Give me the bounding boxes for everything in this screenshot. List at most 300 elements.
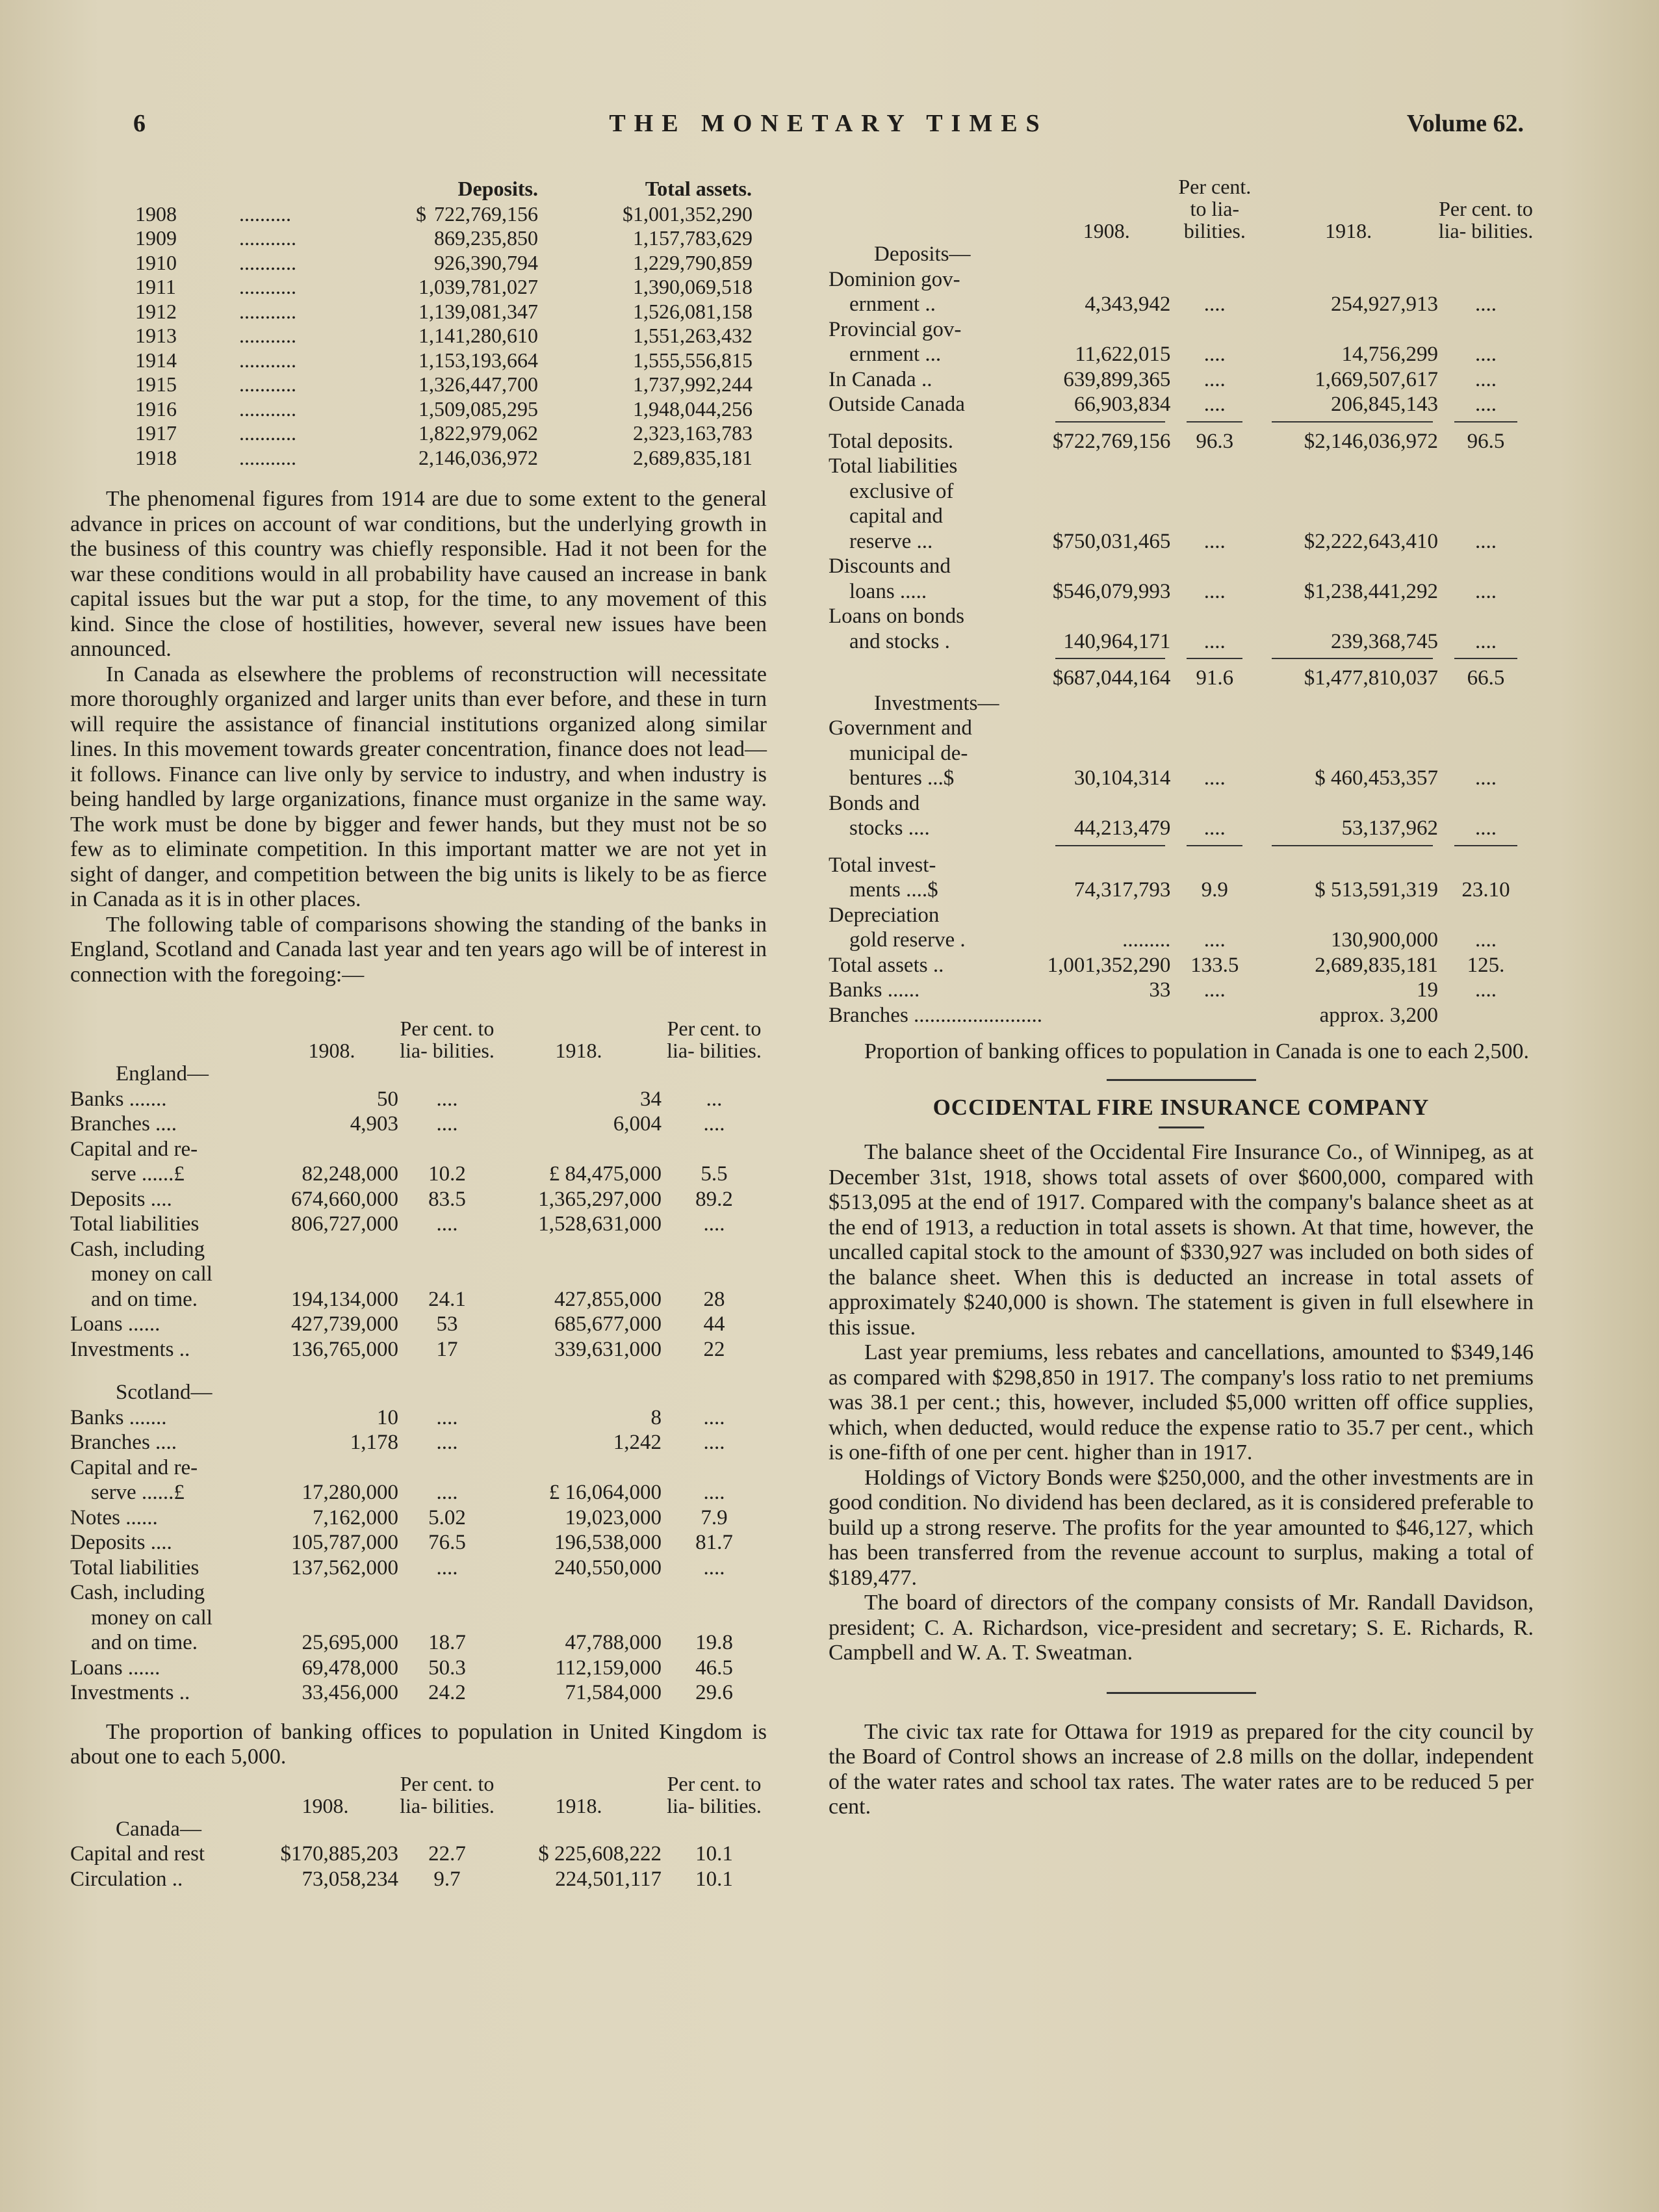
table-row — [829, 529, 1534, 554]
pct-1908 — [1170, 716, 1259, 741]
table-row — [829, 953, 1534, 978]
section-row — [70, 1061, 767, 1087]
table-row — [70, 1087, 767, 1112]
pct-1918: 10.1 — [695, 1842, 733, 1866]
pct-1918 — [1438, 853, 1534, 878]
paragraph-comparison-intro: The following table of comparisons showing the standing of the banks in England, Scotland and Canada last year and ten years ago will be of interest in connection with the foregoing:— — [70, 912, 767, 987]
row-label: Provincial gov- — [829, 317, 962, 341]
value-1908: 82,248,000 — [302, 1162, 398, 1186]
table-row — [829, 479, 1534, 504]
row-label: Total liabilities — [829, 454, 958, 478]
table-row — [70, 1680, 767, 1706]
year-cell: 1918 — [135, 445, 177, 469]
publication-title: THE MONETARY TIMES — [609, 110, 1048, 137]
column-header-row — [829, 176, 1534, 242]
pct-1918: ... — [706, 1087, 723, 1111]
paragraph-reconstruction: In Canada as elsewhere the problems of reconstruction will necessitate more thoroughly organized and larger units than ever before, and these in turn will require the assistance of financial institutions organized along similar lines. In this movement towards greater concentration, finance does not lead—it follows. Finance can live only by service to industry, and when industry is being handled by large organizations, finance must organize in the same way. The work must be done by bigger and fewer hands, but they must not be so few as to eliminate competition. In this important matter we are not yet in sight of danger, and competition between the big units is likely to be as fierce in Canada as it is in other places. — [70, 662, 767, 911]
value-1908: 194,134,000 — [291, 1287, 398, 1311]
pct-1908: .... — [1203, 293, 1226, 316]
pct-1918: .... — [703, 1112, 725, 1136]
pct-1908: .... — [1203, 766, 1226, 790]
value-1918: 1,242 — [613, 1431, 662, 1454]
table-row — [70, 1530, 767, 1555]
assets-cell: 1,555,556,815 — [633, 348, 752, 372]
rule-cell — [1042, 841, 1170, 853]
assets-cell: 1,157,783,629 — [633, 226, 752, 250]
value-1908 — [1042, 454, 1170, 479]
pct-1908 — [398, 1455, 496, 1481]
pct-1908: 10.2 — [428, 1162, 466, 1186]
table-row — [70, 1580, 767, 1606]
assets-cell: 1,390,069,518 — [633, 275, 752, 298]
rule-row — [829, 417, 1534, 429]
table-row — [70, 1137, 767, 1162]
pct-1918: 81.7 — [695, 1531, 733, 1554]
col-pct-1908-header: Per cent. to lia- bilities. — [400, 1017, 495, 1062]
table-row — [70, 397, 752, 422]
table-row — [829, 454, 1534, 479]
table-row — [829, 292, 1534, 317]
pct-1908 — [1170, 791, 1259, 816]
pct-1908 — [398, 1262, 496, 1287]
pct-1918: 66.5 — [1467, 666, 1505, 690]
canada-table-top — [70, 1773, 767, 1892]
pct-1918: .... — [1475, 367, 1497, 391]
row-label: Capital and re- — [70, 1137, 198, 1161]
table-row — [829, 242, 1534, 267]
value-1918: $ 513,591,319 — [1315, 878, 1439, 902]
ottawa-tax-paragraph: The civic tax rate for Ottawa for 1919 as prepared for the city council by the Board of Control shows an increase of 2.8 mills on the dollar, independent of the water rates and school tax rates. The water rates are to be reduced 5 per cent. — [829, 1719, 1534, 1819]
leader-dots: ........... — [239, 372, 296, 396]
value-1918: 427,855,000 — [554, 1287, 662, 1311]
value-1918 — [1259, 267, 1438, 293]
deposits-value: 1,039,781,027 — [418, 275, 538, 298]
pct-1908: .... — [1203, 367, 1226, 391]
table-row — [70, 1312, 767, 1337]
value-1908: 66,903,834 — [1074, 393, 1171, 416]
pct-1908: .... — [436, 1405, 458, 1429]
leader-dots: ........... — [239, 421, 296, 445]
table-row — [70, 1212, 767, 1237]
table-row — [70, 372, 752, 397]
value-1918: $ 460,453,357 — [1315, 766, 1439, 790]
pct-1918: 29.6 — [695, 1681, 733, 1704]
pct-1908 — [398, 1606, 496, 1631]
row-label: Loans on bonds — [829, 605, 964, 628]
pct-1908 — [398, 1137, 496, 1162]
deposits-cell — [376, 275, 538, 300]
value-1918: 14,756,299 — [1341, 343, 1439, 366]
year-cell: 1911 — [135, 275, 176, 298]
rule-cell — [1259, 417, 1438, 429]
table-row — [70, 202, 752, 227]
table-row — [70, 1656, 767, 1681]
column-header-row — [70, 1773, 767, 1817]
row-label: Notes ...... — [70, 1505, 158, 1529]
table-row — [70, 446, 752, 471]
value-1918: 1,365,297,000 — [538, 1187, 662, 1211]
pct-1908: 5.02 — [428, 1505, 466, 1529]
pct-1908 — [1170, 554, 1259, 579]
value-1908: $170,885,203 — [280, 1842, 398, 1866]
value-1908 — [265, 1580, 398, 1606]
pct-1908: .... — [436, 1555, 458, 1580]
value-1908: 69,478,000 — [302, 1656, 398, 1680]
value-1918: 1,669,507,617 — [1315, 367, 1439, 391]
table-row — [70, 1287, 767, 1312]
pct-1908: .... — [1203, 816, 1226, 840]
value-1918: 685,677,000 — [554, 1312, 662, 1336]
value-1908 — [1042, 242, 1170, 267]
pct-1908: 91.6 — [1196, 666, 1234, 690]
table-row — [70, 300, 752, 324]
value-1908: ......... — [1122, 928, 1171, 952]
pct-1908: 17 — [436, 1337, 458, 1361]
table-row — [829, 392, 1534, 417]
deposits-value: 1,153,193,664 — [418, 348, 538, 372]
value-1918 — [1259, 454, 1438, 479]
pct-1918: .... — [703, 1555, 725, 1580]
value-1918: 34 — [640, 1087, 662, 1111]
pct-1908 — [1170, 454, 1259, 479]
pct-1918: 96.5 — [1467, 429, 1505, 453]
row-label: Branches ........................ — [829, 1003, 1043, 1027]
row-label: Banks ....... — [70, 1405, 167, 1429]
table-row — [829, 429, 1534, 454]
table-row — [70, 1262, 767, 1287]
pct-1908: 9.7 — [433, 1867, 461, 1891]
year-cell: 1915 — [135, 372, 177, 396]
value-1918: 2,689,835,181 — [1315, 953, 1439, 977]
assets-cell: 1,737,992,244 — [633, 372, 752, 396]
value-1918: £ 84,475,000 — [548, 1162, 662, 1186]
table-row — [70, 275, 752, 300]
value-1918 — [496, 1262, 662, 1287]
pct-1918 — [662, 1137, 767, 1162]
deposits-cell — [376, 397, 538, 422]
underline-rule — [1272, 845, 1433, 846]
pct-1908: .... — [1203, 529, 1226, 553]
pct-1908 — [1170, 903, 1259, 928]
assets-cell: 1,229,790,859 — [633, 250, 752, 274]
pct-1908: .... — [436, 1087, 458, 1111]
table-row — [70, 1867, 767, 1892]
rule-cell — [1438, 417, 1534, 429]
value-1908 — [1042, 853, 1170, 878]
pct-1918: 10.1 — [695, 1867, 733, 1891]
table-row — [70, 1630, 767, 1656]
value-1918: 239,368,745 — [1331, 629, 1439, 653]
row-label: Investments .. — [70, 1681, 190, 1704]
pct-1918: .... — [1475, 343, 1497, 366]
table-row — [829, 903, 1534, 928]
value-1918: 1,528,631,000 — [538, 1212, 662, 1236]
value-1908: 137,562,000 — [291, 1555, 398, 1580]
table-row — [829, 367, 1534, 393]
underline-rule — [1272, 658, 1433, 659]
pct-1908 — [1170, 691, 1259, 716]
leader-dots: ........... — [239, 348, 296, 372]
pct-1908 — [1170, 242, 1259, 267]
row-label: and stocks . — [849, 629, 950, 653]
table-row — [829, 629, 1534, 655]
value-1918: $2,222,643,410 — [1304, 529, 1439, 553]
table-row — [829, 1003, 1534, 1028]
blank-cell — [829, 654, 1042, 666]
pct-1908 — [1170, 504, 1259, 529]
value-1918 — [1259, 903, 1438, 928]
value-1908: 33 — [1149, 978, 1171, 1002]
pct-1918 — [1438, 716, 1534, 741]
pct-1918 — [1438, 317, 1534, 343]
pct-1918: 23.10 — [1461, 878, 1510, 902]
occidental-paragraph-1: The balance sheet of the Occidental Fire Insurance Co., of Winnipeg, as at December 31st, 1918, shows total assets of over $600,000, compared with $513,095 at the end of 1917. Compared with the company's balance sheet as at the end of 1913, a reduction in total assets is shown. At that time, however, the uncalled capital stock to the amount of $330,927 was included on both sides of the balance sheet. When this is deducted an increase in total assets of approximately $240,000 is shown. The statement is given in full elsewhere in this issue. — [829, 1140, 1534, 1340]
pct-1918: .... — [1475, 816, 1497, 840]
assets-cell: 2,323,163,783 — [633, 421, 752, 445]
underline-rule — [1187, 845, 1242, 846]
pct-1908: .... — [436, 1112, 458, 1136]
col-pct-1918-header: Per cent. to lia- bilities. — [1438, 197, 1534, 242]
row-label: loans ..... — [849, 579, 927, 603]
deposits-assets-table — [70, 176, 752, 470]
leader-dots: ........... — [239, 397, 296, 421]
pct-1908 — [398, 1237, 496, 1262]
value-1918 — [1259, 504, 1438, 529]
deposits-cell — [376, 202, 538, 227]
row-label: capital and — [849, 504, 943, 528]
value-1918 — [1259, 791, 1438, 816]
value-1918 — [496, 1580, 662, 1606]
value-1908 — [1042, 903, 1170, 928]
value-1918: 240,550,000 — [554, 1555, 662, 1580]
year-cell: 1913 — [135, 324, 177, 347]
pct-1908: .... — [1203, 978, 1226, 1002]
pct-1918 — [1438, 554, 1534, 579]
value-1908: 25,695,000 — [302, 1631, 398, 1654]
occidental-paragraph-4: The board of directors of the company consists of Mr. Randall Davidson, president; C. A. Richardson, vice-president and secretary; S. E. Richards, R. Campbell and W. A. T. Sweatman. — [829, 1591, 1534, 1665]
page-header — [127, 109, 1530, 148]
paragraph-phenomenal-figures: The phenomenal figures from 1914 are due to some extent to the general advance in prices on account of war conditions, but the underlying growth in the business of this country was chiefly responsible. Had it not been for the war these conditions would in all probability have caused an increase in bank capital issues but the war put a stop, for the time, to any movement of this kind. Since the close of hostilities, however, several new issues have been announced. — [70, 487, 767, 661]
page-number: 6 — [133, 110, 146, 137]
rule-cell — [1170, 841, 1259, 853]
value-1908: 4,343,942 — [1085, 293, 1171, 316]
value-1918 — [1259, 853, 1438, 878]
row-label: Dominion gov- — [829, 267, 960, 291]
deposits-cell — [376, 251, 538, 276]
total-assets-header: Total assets. — [645, 177, 752, 200]
value-1918 — [1259, 479, 1438, 504]
pct-1918 — [1438, 903, 1534, 928]
pct-1918 — [662, 1262, 767, 1287]
deposits-cell — [376, 226, 538, 251]
assets-cell: 1,551,263,432 — [633, 324, 752, 347]
leader-dots: ........... — [239, 324, 296, 347]
pct-1918: 28 — [703, 1287, 725, 1311]
value-1918: approx. 3,200 — [1319, 1003, 1439, 1027]
value-1918: $ 225,608,222 — [538, 1842, 662, 1866]
table-row — [70, 1405, 767, 1431]
row-label: In Canada .. — [829, 367, 932, 391]
deposits-header: Deposits. — [457, 177, 538, 200]
table-row — [70, 1480, 767, 1505]
assets-cell: $1,001,352,290 — [623, 202, 752, 226]
table-row — [829, 504, 1534, 529]
value-1908 — [1042, 691, 1170, 716]
blank-cell — [70, 1017, 265, 1061]
value-1918: 53,137,962 — [1341, 816, 1439, 840]
row-label — [829, 666, 1042, 691]
value-1908 — [265, 1606, 398, 1631]
pct-1918 — [1438, 479, 1534, 504]
section-title: Scotland— — [116, 1381, 212, 1404]
value-1918: 130,900,000 — [1331, 928, 1439, 952]
pct-1918 — [1438, 267, 1534, 293]
value-1908: 33,456,000 — [302, 1681, 398, 1704]
rule-cell — [1042, 417, 1170, 429]
col-1908-header: 1908. — [1083, 219, 1130, 242]
value-1918: $2,146,036,972 — [1304, 429, 1439, 453]
row-label: Total deposits. — [829, 429, 954, 453]
row-label: serve ......£ — [91, 1481, 185, 1504]
pct-1908: .... — [1203, 579, 1226, 603]
col-1908-header: 1908. — [308, 1039, 355, 1062]
value-1908: $722,769,156 — [1052, 429, 1171, 453]
table-row — [70, 348, 752, 373]
year-cell: 1914 — [135, 348, 177, 372]
row-label: Capital and re- — [70, 1455, 198, 1479]
rule-cell — [1438, 654, 1534, 666]
row-label: serve ......£ — [91, 1162, 185, 1186]
pct-1918 — [662, 1455, 767, 1481]
pct-1908 — [1170, 741, 1259, 766]
deposits-cell — [376, 348, 538, 373]
value-1908 — [1042, 554, 1170, 579]
pct-1908: 76.5 — [428, 1531, 466, 1554]
row-label: Deposits— — [874, 242, 971, 266]
pct-1908: 96.3 — [1196, 429, 1234, 453]
value-1918: 19 — [1417, 978, 1439, 1002]
row-label: Government and — [829, 716, 972, 740]
pct-1908: 50.3 — [428, 1656, 466, 1680]
row-label: Total invest- — [829, 853, 936, 877]
pct-1908 — [1170, 267, 1259, 293]
pct-1918: .... — [1475, 579, 1497, 603]
assets-cell: 2,689,835,181 — [633, 445, 752, 469]
pct-1918: 22 — [703, 1337, 725, 1361]
row-label: Deposits .... — [70, 1187, 172, 1211]
row-label: exclusive of — [849, 479, 954, 503]
value-1908 — [265, 1262, 398, 1287]
value-1918 — [1259, 554, 1438, 579]
pct-1918: .... — [1475, 629, 1497, 653]
pct-1908: .... — [1203, 343, 1226, 366]
section-title: Canada— — [116, 1817, 201, 1841]
value-1908: 427,739,000 — [291, 1312, 398, 1336]
blank-cell — [829, 176, 1042, 242]
table-row — [70, 1606, 767, 1631]
table-row — [829, 766, 1534, 791]
row-label: money on call — [91, 1262, 212, 1286]
value-1918: 206,845,143 — [1331, 393, 1439, 416]
pct-1908 — [1170, 317, 1259, 343]
row-label: stocks .... — [849, 816, 930, 840]
pct-1918 — [1438, 691, 1534, 716]
value-1908: 639,899,365 — [1063, 367, 1171, 391]
article-heading: OCCIDENTAL FIRE INSURANCE COMPANY — [932, 1094, 1430, 1120]
rule-cell — [1259, 654, 1438, 666]
value-1918: 6,004 — [613, 1112, 662, 1136]
table-row — [70, 324, 752, 348]
value-1908 — [1042, 604, 1170, 629]
rule-cell — [1170, 417, 1259, 429]
canada-table-continued — [829, 176, 1534, 1028]
pct-1908: 83.5 — [428, 1187, 466, 1211]
pct-1918: 5.5 — [701, 1162, 728, 1186]
table-row — [70, 1162, 767, 1187]
year-cell: 1916 — [135, 397, 177, 421]
col-1918-header: 1918. — [555, 1039, 602, 1062]
value-1908 — [1042, 317, 1170, 343]
value-1918: 47,788,000 — [565, 1631, 662, 1654]
table-row — [70, 1455, 767, 1481]
table-row — [829, 666, 1534, 691]
pct-1918: .... — [703, 1481, 725, 1504]
section-row — [70, 1817, 767, 1842]
table-row — [829, 928, 1534, 953]
value-1908: 11,622,015 — [1075, 343, 1171, 366]
pct-1918: .... — [1475, 393, 1497, 416]
leader-dots: ........... — [239, 299, 296, 323]
value-1908: 105,787,000 — [291, 1531, 398, 1554]
pct-1918: .... — [1475, 766, 1497, 790]
pct-1908 — [1170, 853, 1259, 878]
table-row — [70, 1505, 767, 1531]
value-1918: $1,477,810,037 — [1304, 666, 1439, 690]
row-label: bentures ...$ — [849, 766, 955, 790]
pct-1918 — [1438, 791, 1534, 816]
row-label: Banks ....... — [70, 1087, 167, 1111]
pct-1918: 46.5 — [695, 1656, 733, 1680]
rule-row — [829, 841, 1534, 853]
underline-rule — [1272, 421, 1433, 423]
value-1918 — [1259, 317, 1438, 343]
underline-rule — [1454, 845, 1517, 846]
pct-1908: 9.9 — [1201, 878, 1228, 902]
row-label: Deposits .... — [70, 1531, 172, 1554]
col-pct-1918-header: Per cent. to lia- bilities. — [667, 1017, 762, 1062]
col-pct-1908-header: Per cent. to lia- bilities. — [1178, 175, 1252, 242]
value-1918 — [496, 1137, 662, 1162]
pct-1918 — [1438, 454, 1534, 479]
row-label: ernment ... — [849, 343, 942, 366]
col-1908-header: 1908. — [302, 1793, 349, 1817]
row-label: Investments— — [874, 691, 999, 715]
table-row — [70, 1555, 767, 1581]
value-1918: $1,238,441,292 — [1304, 579, 1439, 603]
underline-rule — [1454, 658, 1517, 659]
value-1908: 44,213,479 — [1074, 816, 1171, 840]
pct-1918 — [662, 1580, 767, 1606]
pct-1918 — [1438, 1003, 1534, 1028]
row-label: Total liabilities — [70, 1555, 199, 1580]
pct-1918: .... — [703, 1405, 725, 1429]
value-1918 — [1259, 691, 1438, 716]
pct-1908 — [1170, 1003, 1259, 1028]
col-pct-1918-header: Per cent. to lia- bilities. — [667, 1771, 762, 1817]
value-1908 — [265, 1455, 398, 1481]
table-row — [70, 226, 752, 251]
pct-1918 — [1438, 242, 1534, 267]
